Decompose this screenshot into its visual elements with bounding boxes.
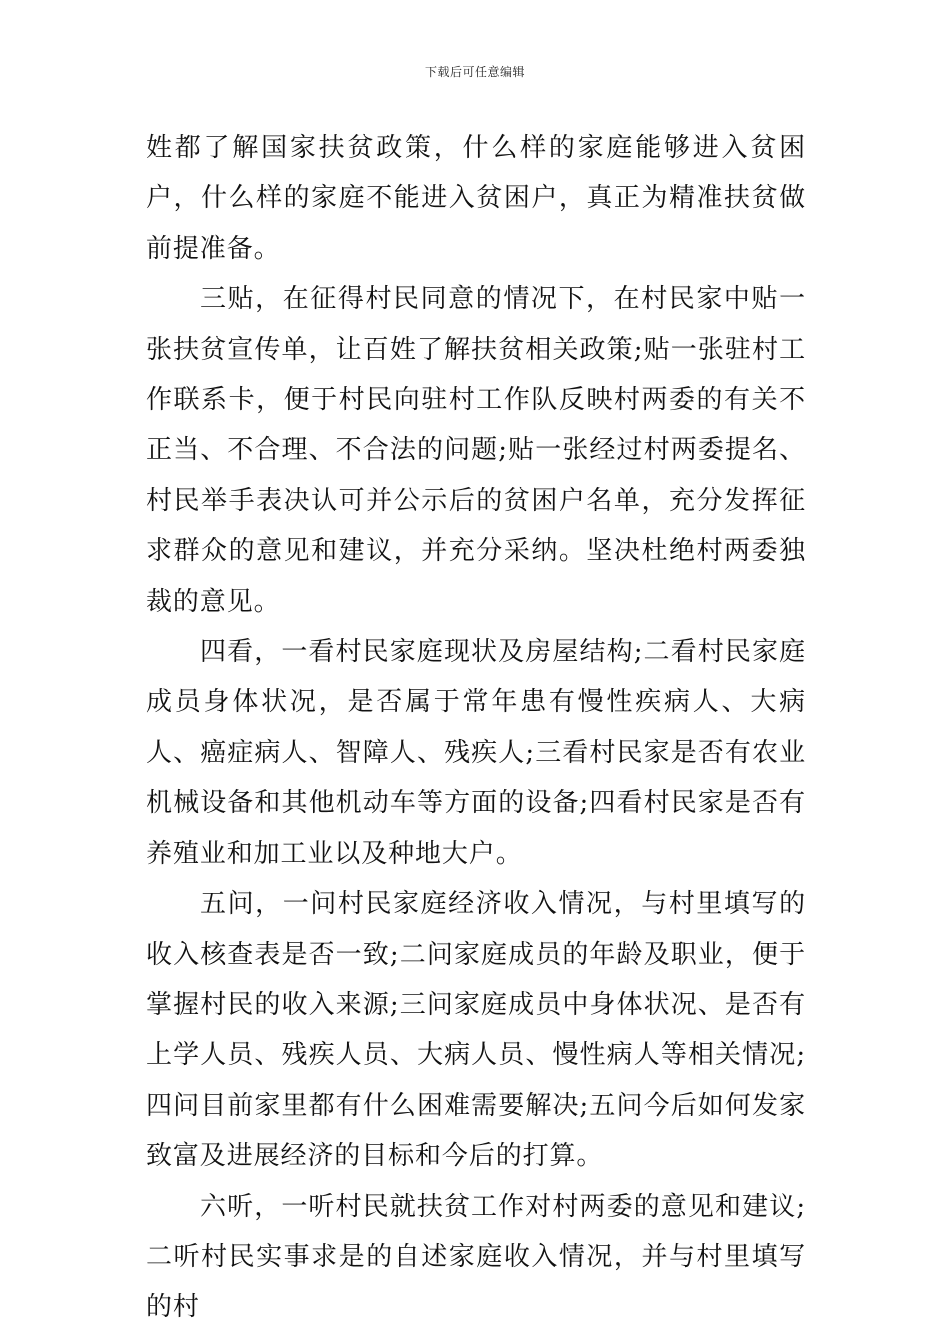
paragraph-san-tie: 三贴，在征得村民同意的情况下，在村民家中贴一张扶贫宣传单，让百姓了解扶贫相关政策;贴一张驻村工作联系卡，便于村民向驻村工作队反映村两委的有关不正当、不合理、不合法的问题;贴一张经过村两委提名、村民举手表决认可并公示后的贫困户名单，充分发挥征求群众的意见和建议，并充分采纳。坚决杜绝村两委独裁的意见。 — [146, 284, 806, 617]
paragraph-si-kan: 四看，一看村民家庭现状及房屋结构;二看村民家庭成员身体状况，是否属于常年患有慢性疾病人、大病人、癌症病人、智障人、残疾人;三看村民家是否有农业机械设备和其他机动车等方面的设备;四看村民家是否有养殖业和加工业以及种地大户。 — [146, 637, 806, 869]
paragraph-wu-wen: 五问，一问村民家庭经济收入情况，与村里填写的收入核查表是否一致;二问家庭成员的年龄及职业，便于掌握村民的收入来源;三问家庭成员中身体状况、是否有上学人员、残疾人员、大病人员、慢性病人等相关情况;四问目前家里都有什么困难需要解决;五问今后如何发家致富及进展经济的目标和今后的打算。 — [146, 889, 806, 1172]
paragraph-liu-ting: 六听，一听村民就扶贫工作对村两委的意见和建议;二听村民实事求是的自述家庭收入情况，并与村里填写的村 — [146, 1191, 806, 1323]
header-note: 下载后可任意编辑 — [424, 65, 525, 79]
document-body — [146, 123, 806, 1333]
paragraph-continued: 姓都了解国家扶贫政策，什么样的家庭能够进入贫困户，什么样的家庭不能进入贫困户，真正为精准扶贫做前提准备。 — [146, 133, 806, 264]
